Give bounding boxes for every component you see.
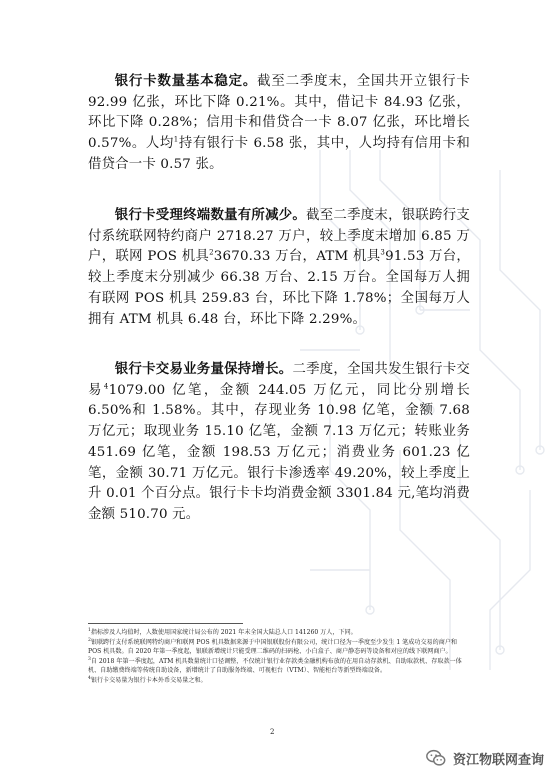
footnote bbox=[88, 676, 472, 686]
paragraph-transactions bbox=[88, 360, 470, 526]
paragraph-card-count bbox=[88, 72, 470, 176]
footnote-number: 2 bbox=[88, 637, 91, 643]
page-number: 2 bbox=[270, 728, 275, 736]
footnote bbox=[88, 628, 472, 638]
wechat-icon bbox=[425, 747, 447, 769]
footnote-ref[interactable]: 2 bbox=[209, 248, 214, 257]
footnote bbox=[88, 657, 472, 676]
paragraph-heading: 银行卡受理终端数量有所减少。 bbox=[114, 208, 307, 223]
footnotes bbox=[88, 628, 472, 686]
brand-watermark bbox=[425, 744, 544, 772]
paragraph-terminals bbox=[88, 206, 470, 330]
paragraph-heading: 银行卡交易业务量保持增长。 bbox=[114, 362, 293, 377]
footnote-text: 银行卡交易量为银行卡本外币交易量之和。 bbox=[90, 676, 207, 684]
footnote-text: 银联跨行支付系统联网特约商户和联网 POS 机具数据来源于中国银联股份有限公司，统计口径为一季度至少发生 1 笔成功交易的商户和 POS 机具数。自 2020 年第一季度起，银联新增统计只能受理二维码的扫码枪、小白盒子、商户静态码等设备和对应的线下联网商户。 bbox=[88, 638, 458, 656]
footnote-ref[interactable]: 4 bbox=[103, 382, 109, 391]
footnote-divider bbox=[88, 623, 243, 624]
paragraph-text: 91.53 万台，较上季度末分别减少 66.38 万台、2.15 万台。全国每万人拥有联网 POS 机具 259.83 台，环比下降 1.78%；全国每万人拥有 ATM 机具 6.48 台，环比下降 2.29%。 bbox=[88, 249, 470, 327]
footnote bbox=[88, 638, 472, 657]
footnote-number: 4 bbox=[88, 675, 91, 681]
footnote-text: 自 2018 年第一季度起，ATM 机具数量统计口径调整，不仅统计银行业存款类金融机构布放的在用自动存款机、自助取款机、存取款一体机、自助缴费终端等传统自助设备，新增统计了自助服务终端、可视柜台（VTM）、智能柜台等新型终端设备。 bbox=[88, 657, 462, 675]
paragraph-text: 3670.33 万台，ATM 机具 bbox=[213, 249, 381, 265]
footnote-number: 3 bbox=[88, 656, 91, 662]
paragraph-text: 二季度，全国共发生银行卡交易 bbox=[88, 362, 470, 398]
paragraph-text: 1079.00 亿笔，金额 244.05 万亿元，同比分别增长 6.50%和 1.58%。其中，存现业务 10.98 亿笔，金额 7.68 万亿元；取现业务 15.10 亿笔，金额 7.13 万亿元；转账业务 451.69 亿笔，金额 198.53 万亿元；消费业务 601.23 亿笔，金额 30.71 万亿元。银行卡渗透率 49.20%，较上季度上升 0.01 个百分点。银行卡卡均消费金额 3301.84 元,笔均消费金额 510.70 元。 bbox=[88, 382, 471, 522]
brand-name: 资江物联网查询 bbox=[453, 752, 545, 768]
footnote-ref[interactable]: 1 bbox=[173, 135, 179, 144]
paragraph-heading: 银行卡数量基本稳定。 bbox=[114, 74, 258, 89]
footnote-text: 指标涉及人均值时，人数使用国家统计局公布的 2021 年末全国大陆总人口 141260 万人，下同。 bbox=[90, 629, 357, 636]
paragraph-text: 截至二季度末，全国共开立银行卡 92.99 亿张，环比下降 0.21%。其中，借记卡 84.93 亿张，环比下降 0.28%；信用卡和借贷合一卡 8.07 亿张，环比增长 0.57%。人均 bbox=[88, 74, 471, 152]
paragraph-text: 持有银行卡 6.58 张，其中，人均持有信用卡和借贷合一卡 0.57 张。 bbox=[88, 136, 470, 172]
footnote-ref[interactable]: 3 bbox=[380, 248, 386, 257]
paragraph-text: 截至二季度末，银联跨行支付系统联网特约商户 2718.27 万户，较上季度末增加 6.85 万户，联网 POS 机具 bbox=[88, 208, 470, 265]
footnote-number: 1 bbox=[88, 627, 91, 633]
